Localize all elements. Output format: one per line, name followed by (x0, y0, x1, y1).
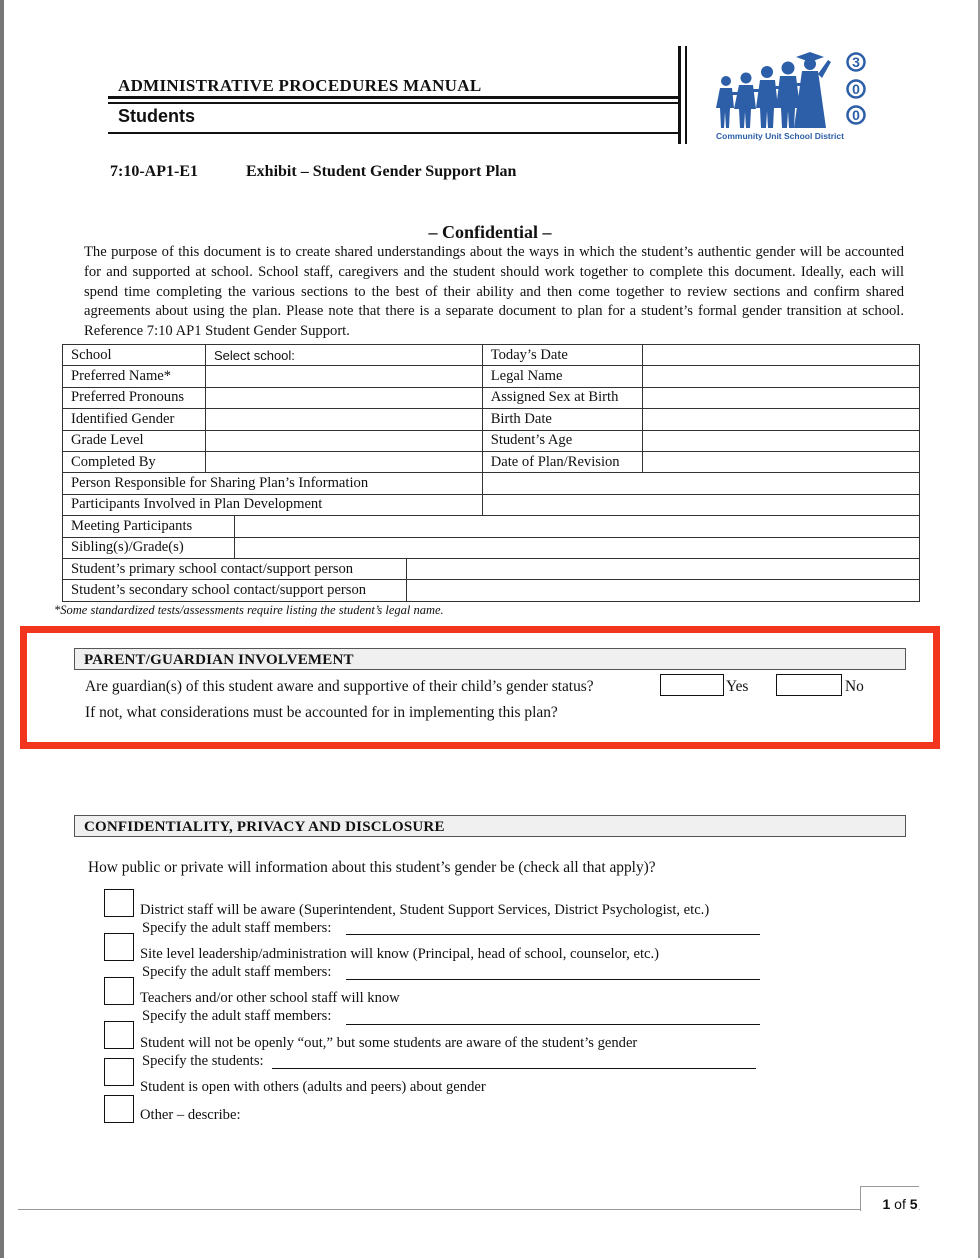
header-vertical-bar-thin (685, 46, 687, 144)
specify-label: Specify the adult staff members: (142, 964, 332, 980)
siblings-field[interactable] (234, 537, 919, 558)
table-row (63, 537, 920, 558)
specify-line[interactable] (346, 979, 760, 980)
completed-by-field[interactable] (205, 451, 482, 472)
no-checkbox[interactable] (776, 674, 842, 696)
purpose-paragraph: The purpose of this document is to create shared understandings about the ways in which the student’s authentic gender will be accounted for and supported at school. School staff, caregivers and the student should work together to complete this document. Ideally, each will spend time completing the various sections to the best of their ability and then come together to review sections and confirm shared agreements about using the plan. Please note that there is a separate document to plan for a student’s formal gender transition at school. Reference 7:10 AP1 Student Gender Support. (84, 244, 904, 340)
option-checkbox-not-out[interactable] (104, 1021, 134, 1049)
date-of-plan-label: Date of Plan/Revision (482, 451, 642, 472)
option-text: District staff will be aware (Superintendent, Student Support Services, District Psychologist, etc.) (140, 902, 710, 918)
option-text: Site level leadership/administration will know (Principal, head of school, counselor, etc.) (140, 946, 659, 962)
page-left-edge (0, 0, 4, 1258)
legal-name-label: Legal Name (482, 366, 642, 387)
table-row (63, 409, 920, 430)
school-select[interactable]: Select school: (205, 345, 482, 366)
svg-text:3: 3 (852, 54, 860, 70)
section-title: Students (118, 106, 196, 126)
yes-label: Yes (726, 678, 749, 695)
option-checkbox-site-leadership[interactable] (104, 933, 134, 961)
privacy-question: How public or private will information about this student’s gender be (check all that apply)? (88, 859, 656, 876)
header-rule-thin (108, 102, 680, 104)
confidential-heading: – Confidential – (428, 222, 552, 242)
table-row (63, 516, 920, 537)
legal-name-field[interactable] (642, 366, 919, 387)
guardian-followup: If not, what considerations must be accounted for in implementing this plan? (85, 704, 558, 721)
no-label: No (845, 678, 864, 695)
table-row (63, 580, 920, 601)
page-current: 1 (882, 1196, 891, 1212)
grade-level-field[interactable] (205, 430, 482, 451)
preferred-pronouns-field[interactable] (205, 387, 482, 408)
header-rule-bottom (108, 132, 680, 134)
preferred-name-field[interactable] (205, 366, 482, 387)
specify-line[interactable] (346, 1024, 760, 1025)
primary-contact-label: Student’s primary school contact/support person (63, 558, 407, 579)
assigned-sex-label: Assigned Sex at Birth (482, 387, 642, 408)
completed-by-label: Completed By (63, 451, 206, 472)
school-label: School (63, 345, 206, 366)
table-row (63, 345, 920, 366)
svg-text:0: 0 (852, 81, 860, 97)
option-text: Student will not be openly “out,” but some students are aware of the student’s gender (140, 1035, 638, 1051)
exhibit-code: 7:10-AP1-E1 (110, 163, 198, 180)
table-row (63, 473, 920, 494)
guardian-question: Are guardian(s) of this student aware and supportive of their child’s gender status? (85, 678, 594, 695)
table-row (63, 387, 920, 408)
preferred-name-label: Preferred Name* (63, 366, 206, 387)
secondary-contact-field[interactable] (406, 580, 919, 601)
page-number (860, 1196, 940, 1212)
birth-date-field[interactable] (642, 409, 919, 430)
header-rule-thick (108, 96, 680, 99)
table-row (63, 366, 920, 387)
person-responsible-field[interactable] (482, 473, 919, 494)
students-age-field[interactable] (642, 430, 919, 451)
grade-level-label: Grade Level (63, 430, 206, 451)
date-of-plan-field[interactable] (642, 451, 919, 472)
primary-contact-field[interactable] (406, 558, 919, 579)
specify-label: Specify the adult staff members: (142, 1008, 332, 1024)
specify-label: Specify the students: (142, 1053, 264, 1069)
manual-title: ADMINISTRATIVE PROCEDURES MANUAL (118, 76, 482, 95)
meeting-participants-field[interactable] (234, 516, 919, 537)
header-vertical-bar (678, 46, 681, 144)
table-row (63, 558, 920, 579)
yes-checkbox[interactable] (660, 674, 724, 696)
specify-line[interactable] (272, 1068, 756, 1069)
option-text: Teachers and/or other school staff will know (140, 990, 400, 1006)
option-checkbox-other[interactable] (104, 1095, 134, 1123)
table-row (63, 430, 920, 451)
privacy-section-heading: CONFIDENTIALITY, PRIVACY AND DISCLOSURE (74, 815, 906, 837)
page-total: 5 (909, 1196, 918, 1212)
preferred-pronouns-label: Preferred Pronouns (63, 387, 206, 408)
footer-rule (18, 1209, 920, 1210)
legal-name-footnote: *Some standardized tests/assessments require listing the student’s legal name. (54, 603, 444, 617)
siblings-label: Sibling(s)/Grade(s) (63, 537, 235, 558)
family-figures-icon (716, 52, 831, 128)
meeting-participants-label: Meeting Participants (63, 516, 235, 537)
participants-involved-label: Participants Involved in Plan Development (63, 494, 483, 515)
student-info-table (62, 344, 920, 602)
svg-text:0: 0 (852, 107, 860, 123)
option-text: Other – describe: (140, 1107, 241, 1123)
students-age-label: Student’s Age (482, 430, 642, 451)
identified-gender-field[interactable] (205, 409, 482, 430)
todays-date-field[interactable] (642, 345, 919, 366)
participants-involved-field[interactable] (482, 494, 919, 515)
assigned-sex-field[interactable] (642, 387, 919, 408)
exhibit-title: Exhibit – Student Gender Support Plan (246, 163, 517, 180)
page-of: of (894, 1196, 906, 1212)
option-checkbox-teachers[interactable] (104, 977, 134, 1005)
option-text: Student is open with others (adults and peers) about gender (140, 1079, 486, 1095)
identified-gender-label: Identified Gender (63, 409, 206, 430)
person-responsible-label: Person Responsible for Sharing Plan’s Information (63, 473, 483, 494)
district-logo (712, 44, 872, 144)
specify-label: Specify the adult staff members: (142, 920, 332, 936)
table-row (63, 451, 920, 472)
todays-date-label: Today’s Date (482, 345, 642, 366)
table-row (63, 494, 920, 515)
option-checkbox-district-staff[interactable] (104, 889, 134, 917)
option-checkbox-open[interactable] (104, 1058, 134, 1086)
secondary-contact-label: Student’s secondary school contact/support person (63, 580, 407, 601)
guardian-section-heading: PARENT/GUARDIAN INVOLVEMENT (74, 648, 906, 670)
district-name: Community Unit School District (716, 131, 844, 141)
birth-date-label: Birth Date (482, 409, 642, 430)
specify-line[interactable] (346, 934, 760, 935)
